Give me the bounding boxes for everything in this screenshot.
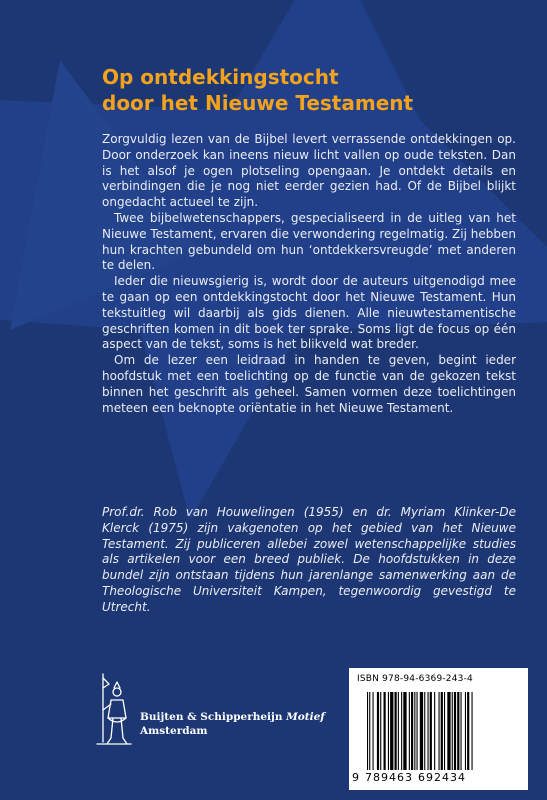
barcode-digit-prefix: 9: [352, 771, 360, 784]
barcode-bar: [369, 692, 370, 770]
title-line-1: Op ontdekkingstocht: [102, 65, 339, 89]
barcode-bar: [414, 692, 415, 770]
barcode-bar: [434, 692, 435, 770]
barcode-bar: [441, 692, 443, 770]
blurb-paragraph-3: Ieder die nieuwsgierig is, wordt door de auteurs uitgenodigd mee te gaan op een ontdekkingstocht door het Nieuwe Testament. Hun tekstuitleg wil daarbij als gids dienen. Alle nieuwtestamentische geschriften komen in dit boek ter sprake. Soms ligt de focus op één aspect van de tekst, soms is het blikveld wat breder.: [102, 274, 516, 352]
publisher-name: Buijten & Schipperheijn: [140, 711, 283, 723]
barcode-bar: [439, 692, 440, 770]
knight-logo-icon: [93, 670, 133, 750]
barcode-digits-left: 789463: [365, 771, 413, 784]
barcode-bar: [447, 692, 450, 770]
barcode-bar: [472, 692, 473, 770]
blurb-paragraph-1: Zorgvuldig lezen van de Bijbel levert verrassende ontdekkingen op. Door onderzoek kan ineens nieuw licht vallen op oude teksten. Dan is het alsof je ogen plotseling opengaan. Je ontdekt details en verbindingen die je nog niet eerder gezien had. Of de Bijbel blijkt ongedacht actueel te zijn.: [102, 132, 516, 210]
blurb-paragraph-4: Om de lezer een leidraad in handen te geven, begint ieder hoofdstuk met een toelichting op de functie van de gekozen tekst binnen het geschrift als geheel. Samen vormen deze toelichtingen meteen een beknopte oriëntatie in het Nieuwe Testament.: [102, 353, 516, 415]
barcode-bar: [465, 692, 466, 770]
barcode-bar: [454, 692, 456, 770]
title-line-2: door het Nieuwe Testament: [102, 91, 414, 115]
barcode-bar: [377, 692, 379, 770]
barcode-bar: [424, 692, 425, 770]
author-bio: Prof.dr. Rob van Houwelingen (1955) en dr. Myriam Klinker-De Klerck (1975) zijn vakgenoten op het gebied van het Nieuwe Testament. Zij publiceren allebei zowel wetenschappelijke studies als artikelen voor een breed publiek. De hoofdstukken in deze bundel zijn ontstaan tijdens hun jarenlange samenwerking aan de Theologische Universiteit Kampen, tegenwoordig gevestigd te Utrecht.: [102, 505, 516, 614]
barcode-bar: [420, 692, 423, 770]
publisher-city: Amsterdam: [140, 725, 208, 737]
publisher-imprint: [140, 710, 325, 738]
barcode-bar: [428, 692, 429, 770]
barcode-bar: [417, 692, 418, 770]
barcode-bar: [395, 692, 397, 770]
barcode-bar: [390, 692, 393, 770]
barcode-bar: [452, 692, 453, 770]
barcode-bar: [411, 692, 413, 770]
blurb-paragraph-2: Twee bijbelwetenschappers, gespecialiseerd in de uitleg van het Nieuwe Testament, ervaren die verwondering regelmatig. Zij hebben hun krachten gebundeld om hun ‘ontdekkersvreugde’ met anderen te delen.: [102, 210, 516, 273]
barcode-bar: [373, 692, 374, 770]
page-title: [102, 64, 413, 116]
publisher-imprint-name: Motief: [286, 711, 325, 723]
barcode-number: [352, 771, 524, 784]
barcode-bar: [444, 692, 445, 770]
isbn-label: ISBN 978-94-6369-243-4: [357, 674, 473, 684]
barcode-bar: [403, 692, 406, 770]
barcode-bar: [367, 692, 368, 770]
barcode-bar: [457, 692, 459, 770]
barcode-bar: [467, 692, 469, 770]
blurb: [102, 132, 516, 416]
isbn-barcode-box: [349, 668, 528, 790]
barcode-bar: [430, 692, 432, 770]
barcode-bar: [398, 692, 399, 770]
barcode: [367, 692, 519, 770]
barcode-bar: [409, 692, 410, 770]
barcode-bar: [388, 692, 389, 770]
barcode-digits-right: 692434: [418, 771, 466, 784]
barcode-bar: [384, 692, 386, 770]
barcode-bar: [380, 692, 381, 770]
barcode-bar: [461, 692, 462, 770]
barcode-bar: [401, 692, 402, 770]
